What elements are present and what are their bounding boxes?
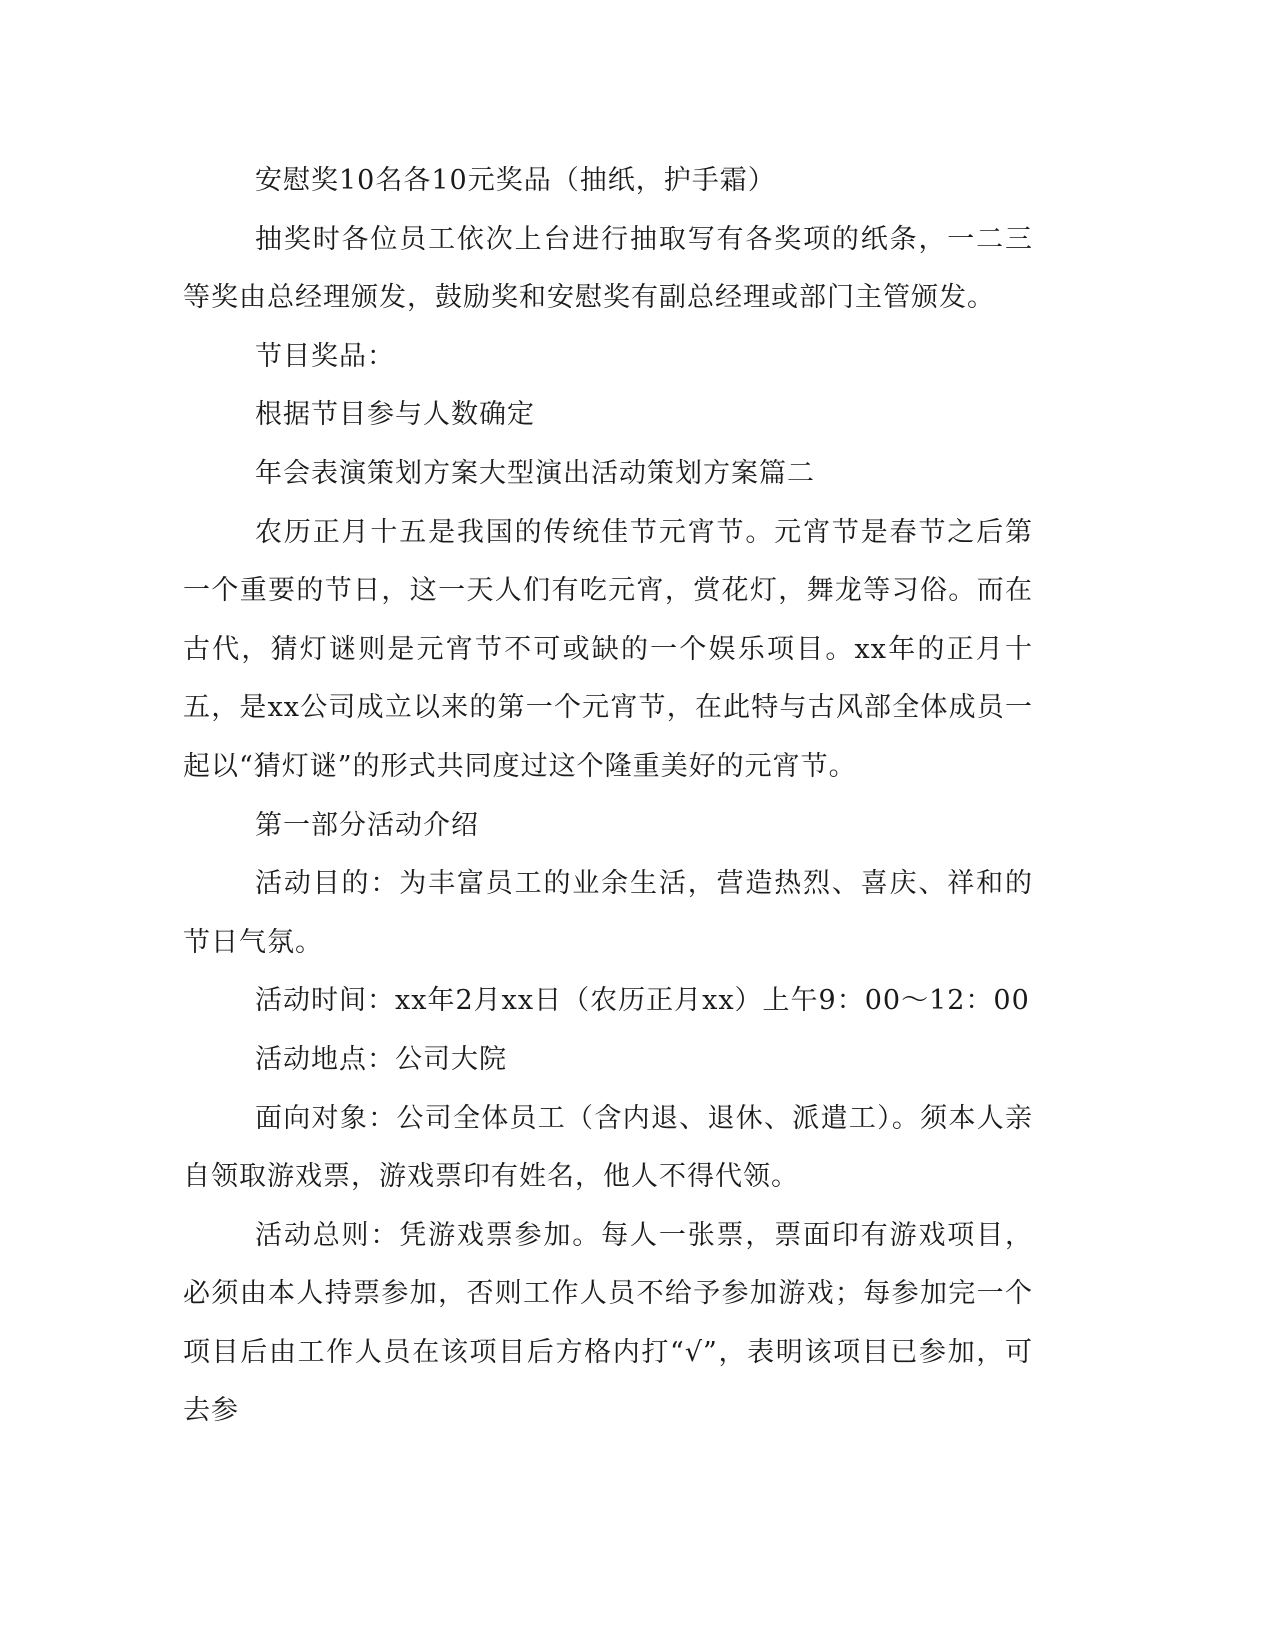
paragraph-activity-location: 活动地点：公司大院 bbox=[255, 1043, 507, 1075]
section-title-part-two: 年会表演策划方案大型演出活动策划方案篇二 bbox=[255, 457, 815, 489]
paragraph-program-prizes-detail: 根据节目参与人数确定 bbox=[255, 399, 535, 431]
document-body bbox=[183, 152, 1033, 1441]
paragraph-lottery-rules: 抽奖时各位员工依次上台进行抽取写有各奖项的纸条，一二三等奖由总经理颁发，鼓励奖和安慰奖有副总经理或部门主管颁发。 bbox=[183, 223, 1033, 314]
paragraph-activity-purpose: 活动目的：为丰富员工的业余生活，营造热烈、喜庆、祥和的节日气氛。 bbox=[183, 868, 1033, 958]
paragraph-consolation-prize: 安慰奖10名各10元奖品（抽纸，护手霜） bbox=[255, 165, 776, 196]
paragraph-general-rules: 活动总则：凭游戏票参加。每人一张票，票面印有游戏项目，必须由本人持票参加，否则工作人员不给予参加游戏；每参加完一个项目后由工作人员在该项目后方格内打“√”，表明该项目已参加，可去参 bbox=[183, 1219, 1033, 1427]
paragraph-program-prizes-heading: 节目奖品： bbox=[255, 340, 395, 372]
paragraph-lantern-festival-intro: 农历正月十五是我国的传统佳节元宵节。元宵节是春节之后第一个重要的节日，这一天人们有吃元宵，赏花灯，舞龙等习俗。而在古代，猜灯谜则是元宵节不可或缺的一个娱乐项目。xx年的正月十五，是xx公司成立以来的第一个元宵节，在此特与古风部全体成员一起以“猜灯谜”的形式共同度过这个隆重美好的元宵节。 bbox=[183, 516, 1033, 782]
section-heading-activity-intro: 第一部分活动介绍 bbox=[255, 809, 479, 841]
paragraph-activity-time: 活动时间：xx年2月xx日（农历正月xx）上午9：00～12：00 bbox=[255, 985, 1030, 1017]
paragraph-target-audience: 面向对象：公司全体员工（含内退、退休、派遣工）。须本人亲自领取游戏票，游戏票印有姓名，他人不得代领。 bbox=[183, 1102, 1033, 1193]
